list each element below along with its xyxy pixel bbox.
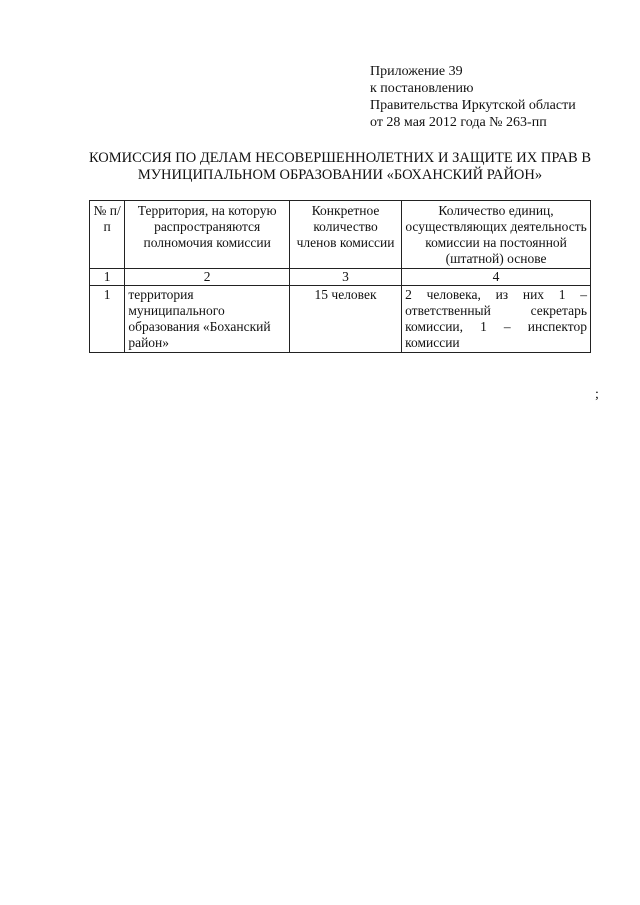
- trailing-semicolon: ;: [595, 387, 599, 402]
- appendix-line: Приложение 39: [370, 64, 463, 79]
- header-members: Конкретное количество членов комиссии: [289, 201, 401, 269]
- row-territory: территория муниципального образования «Боханский район»: [125, 286, 290, 353]
- appendix-line: к постановлению: [370, 81, 474, 96]
- row-staff: 2 человека, из них 1 – ответственный секретарь комиссии, 1 – инспектор комиссии: [402, 286, 591, 353]
- header-staff: Количество единиц, осуществляющих деятельность комиссии на постоянной (штатной) основе: [402, 201, 591, 269]
- title-line: МУНИЦИПАЛЬНОМ ОБРАЗОВАНИИ «БОХАНСКИЙ РАЙОН»: [137, 167, 543, 183]
- header-num: № п/п: [90, 201, 125, 269]
- column-number-row: [90, 269, 591, 286]
- title-line: КОМИССИЯ ПО ДЕЛАМ НЕСОВЕРШЕННОЛЕТНИХ И ЗАЩИТЕ ИХ ПРАВ В: [89, 150, 591, 166]
- commission-table: [89, 200, 591, 353]
- appendix-line: Правительства Иркутской области: [370, 98, 576, 113]
- column-number: 2: [125, 269, 290, 286]
- column-number: 3: [289, 269, 401, 286]
- appendix-block: [370, 63, 576, 131]
- document-title: [40, 150, 640, 184]
- table-row: [90, 286, 591, 353]
- header-territory: Территория, на которую распространяются полномочия комиссии: [125, 201, 290, 269]
- column-number: 4: [402, 269, 591, 286]
- appendix-line: от 28 мая 2012 года № 263-пп: [370, 115, 547, 130]
- row-members: 15 человек: [289, 286, 401, 353]
- row-num: 1: [90, 286, 125, 353]
- column-number: 1: [90, 269, 125, 286]
- table-header-row: [90, 201, 591, 269]
